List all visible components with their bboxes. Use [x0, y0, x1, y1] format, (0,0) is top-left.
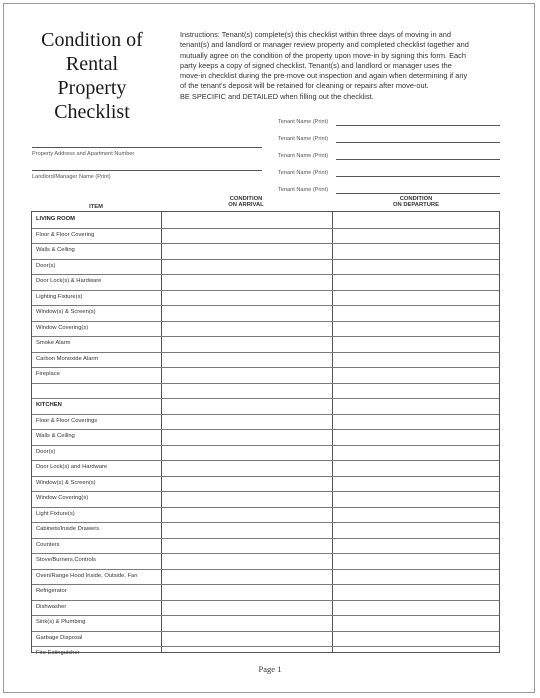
landlord-name-label: Landlord/Manager Name (Print): [32, 174, 111, 180]
title-line: Checklist: [54, 101, 130, 123]
instructions-line: BE SPECIFIC and DETAILED when filling out the checklist.: [180, 91, 374, 101]
signature-line: [336, 142, 500, 143]
tenant-name-field[interactable]: [278, 148, 500, 160]
column-header-arrival: [160, 196, 332, 208]
table-row: [32, 259, 162, 275]
checklist-table: [31, 211, 500, 656]
item-label: Fire Extinguisher: [36, 650, 80, 656]
item-label: Window(s) & Screen(s): [36, 479, 96, 486]
item-label: Window(s) & Screen(s): [36, 309, 96, 315]
item-label: Carbon Monoxide Alarm: [36, 355, 99, 362]
item-label: Cabinets/Inside Drawers: [36, 526, 100, 532]
table-row: [32, 507, 162, 523]
table-row: [32, 491, 162, 507]
section-label: KITCHEN: [36, 402, 62, 408]
table-row: [32, 336, 162, 352]
instructions-line: move-in checklist during the pre-move out inspection and again when determining if any: [180, 71, 468, 81]
column-header-text: ON DEPARTURE: [393, 202, 439, 208]
item-label: Walls & Ceiling: [36, 247, 75, 253]
table-row: [32, 615, 162, 631]
table-row: [32, 290, 162, 306]
signature-line: [336, 193, 500, 194]
tenant-name-label: Tenant Name (Print): [278, 153, 329, 159]
tenant-name-label: Tenant Name (Print): [278, 187, 329, 193]
item-label: Garbage Disposal: [36, 634, 83, 641]
property-address-label: Property Address and Apartment Number: [32, 151, 135, 157]
section-label: LIVING ROOM: [36, 216, 75, 222]
column-divider: [332, 212, 333, 652]
item-label: Stove/Burners,Controls: [36, 557, 96, 563]
item-label: Lighting Fixture(s): [36, 293, 83, 300]
tenant-name-label: Tenant Name (Print): [278, 119, 329, 125]
table-row: [32, 414, 162, 430]
signature-line: [336, 125, 500, 126]
instructions-line: party keeps a copy of signed checklist. Tenant(s) and landlord or manager uses the: [180, 60, 452, 70]
page-number: Page 1: [258, 664, 282, 674]
table-row: [32, 584, 162, 600]
table-row: [32, 383, 162, 399]
instructions-line: Instructions: Tenant(s) complete(s) this checklist within three days of moving in and: [180, 30, 451, 39]
table-row: [32, 352, 162, 368]
column-header-text: ON ARRIVAL: [228, 202, 264, 208]
instructions-line: of the tenant's deposit will be retained for cleaning or repairs after move-out.: [180, 81, 429, 91]
table-row: [32, 569, 162, 585]
column-header-item: [31, 204, 161, 210]
item-label: Counters: [36, 541, 60, 548]
table-row: [32, 321, 162, 337]
table-row: [32, 274, 162, 290]
signature-line: [336, 176, 500, 177]
column-header-text: CONDITION: [229, 196, 263, 202]
item-label: Window Covering(s): [36, 495, 89, 501]
item-label: Floor & Floor Coverings: [36, 417, 98, 424]
item-label: Fireplace: [36, 371, 60, 377]
table-row: [32, 228, 162, 244]
column-header-text: CONDITION: [399, 196, 433, 202]
item-label: Dishwasher: [36, 603, 67, 610]
instructions-text: [180, 30, 508, 102]
signature-line: [336, 159, 500, 160]
tenant-name-label: Tenant Name (Print): [278, 170, 329, 176]
table-row: [32, 367, 162, 383]
item-label: Floor & Floor Covering: [36, 231, 95, 238]
table-row: [32, 538, 162, 554]
item-label: Sink(s) & Plumbing: [36, 619, 86, 625]
table-row: [32, 305, 162, 321]
item-label: Refrigerator: [36, 588, 67, 594]
table-row: [32, 646, 162, 662]
landlord-name-field[interactable]: [32, 170, 262, 182]
column-header-departure: [332, 196, 500, 208]
title-line: Rental: [65, 53, 119, 75]
table-row: [32, 429, 162, 445]
title-line: Property: [57, 77, 127, 99]
instructions-line: tenant(s) and landlord or manager review property and completed checklist together and: [180, 40, 469, 50]
tenant-name-label: Tenant Name (Print): [278, 136, 329, 142]
section-row: [32, 398, 162, 414]
item-label: Oven/Range Hood Inside, Outside, Fan: [36, 572, 138, 579]
signature-line: [32, 170, 262, 171]
tenant-name-field[interactable]: [278, 131, 500, 143]
property-address-field[interactable]: [32, 147, 262, 159]
table-row: [32, 476, 162, 492]
item-label: Light Fixture(s): [36, 510, 75, 517]
item-label: Walls & Ceiling: [36, 433, 75, 439]
item-label: Door(s): [36, 262, 56, 269]
item-label: Window Covering(s): [36, 324, 89, 331]
instructions-line: mutually agree on the condition of the property upon move-in by signing this form. Each: [180, 50, 466, 60]
table-row: [32, 631, 162, 647]
table-row: [32, 600, 162, 616]
item-label: Door Lock(s) & Hardware: [36, 278, 102, 284]
section-row: [32, 212, 162, 228]
table-row: [32, 243, 162, 259]
table-row: [32, 460, 162, 476]
column-header-text: ITEM: [89, 204, 103, 210]
table-row: [32, 553, 162, 569]
tenant-name-field[interactable]: [278, 165, 500, 177]
document-title: [22, 28, 162, 124]
title-line: Condition of: [41, 29, 143, 51]
item-label: Door(s): [36, 448, 56, 455]
signature-line: [32, 147, 262, 148]
table-row: [32, 522, 162, 538]
table-row: [32, 445, 162, 461]
item-label: Door Lock(s) and Hardware: [36, 464, 108, 470]
item-label: Smoke Alarm: [36, 340, 71, 346]
tenant-name-field[interactable]: [278, 182, 500, 194]
tenant-name-field[interactable]: [278, 114, 500, 126]
